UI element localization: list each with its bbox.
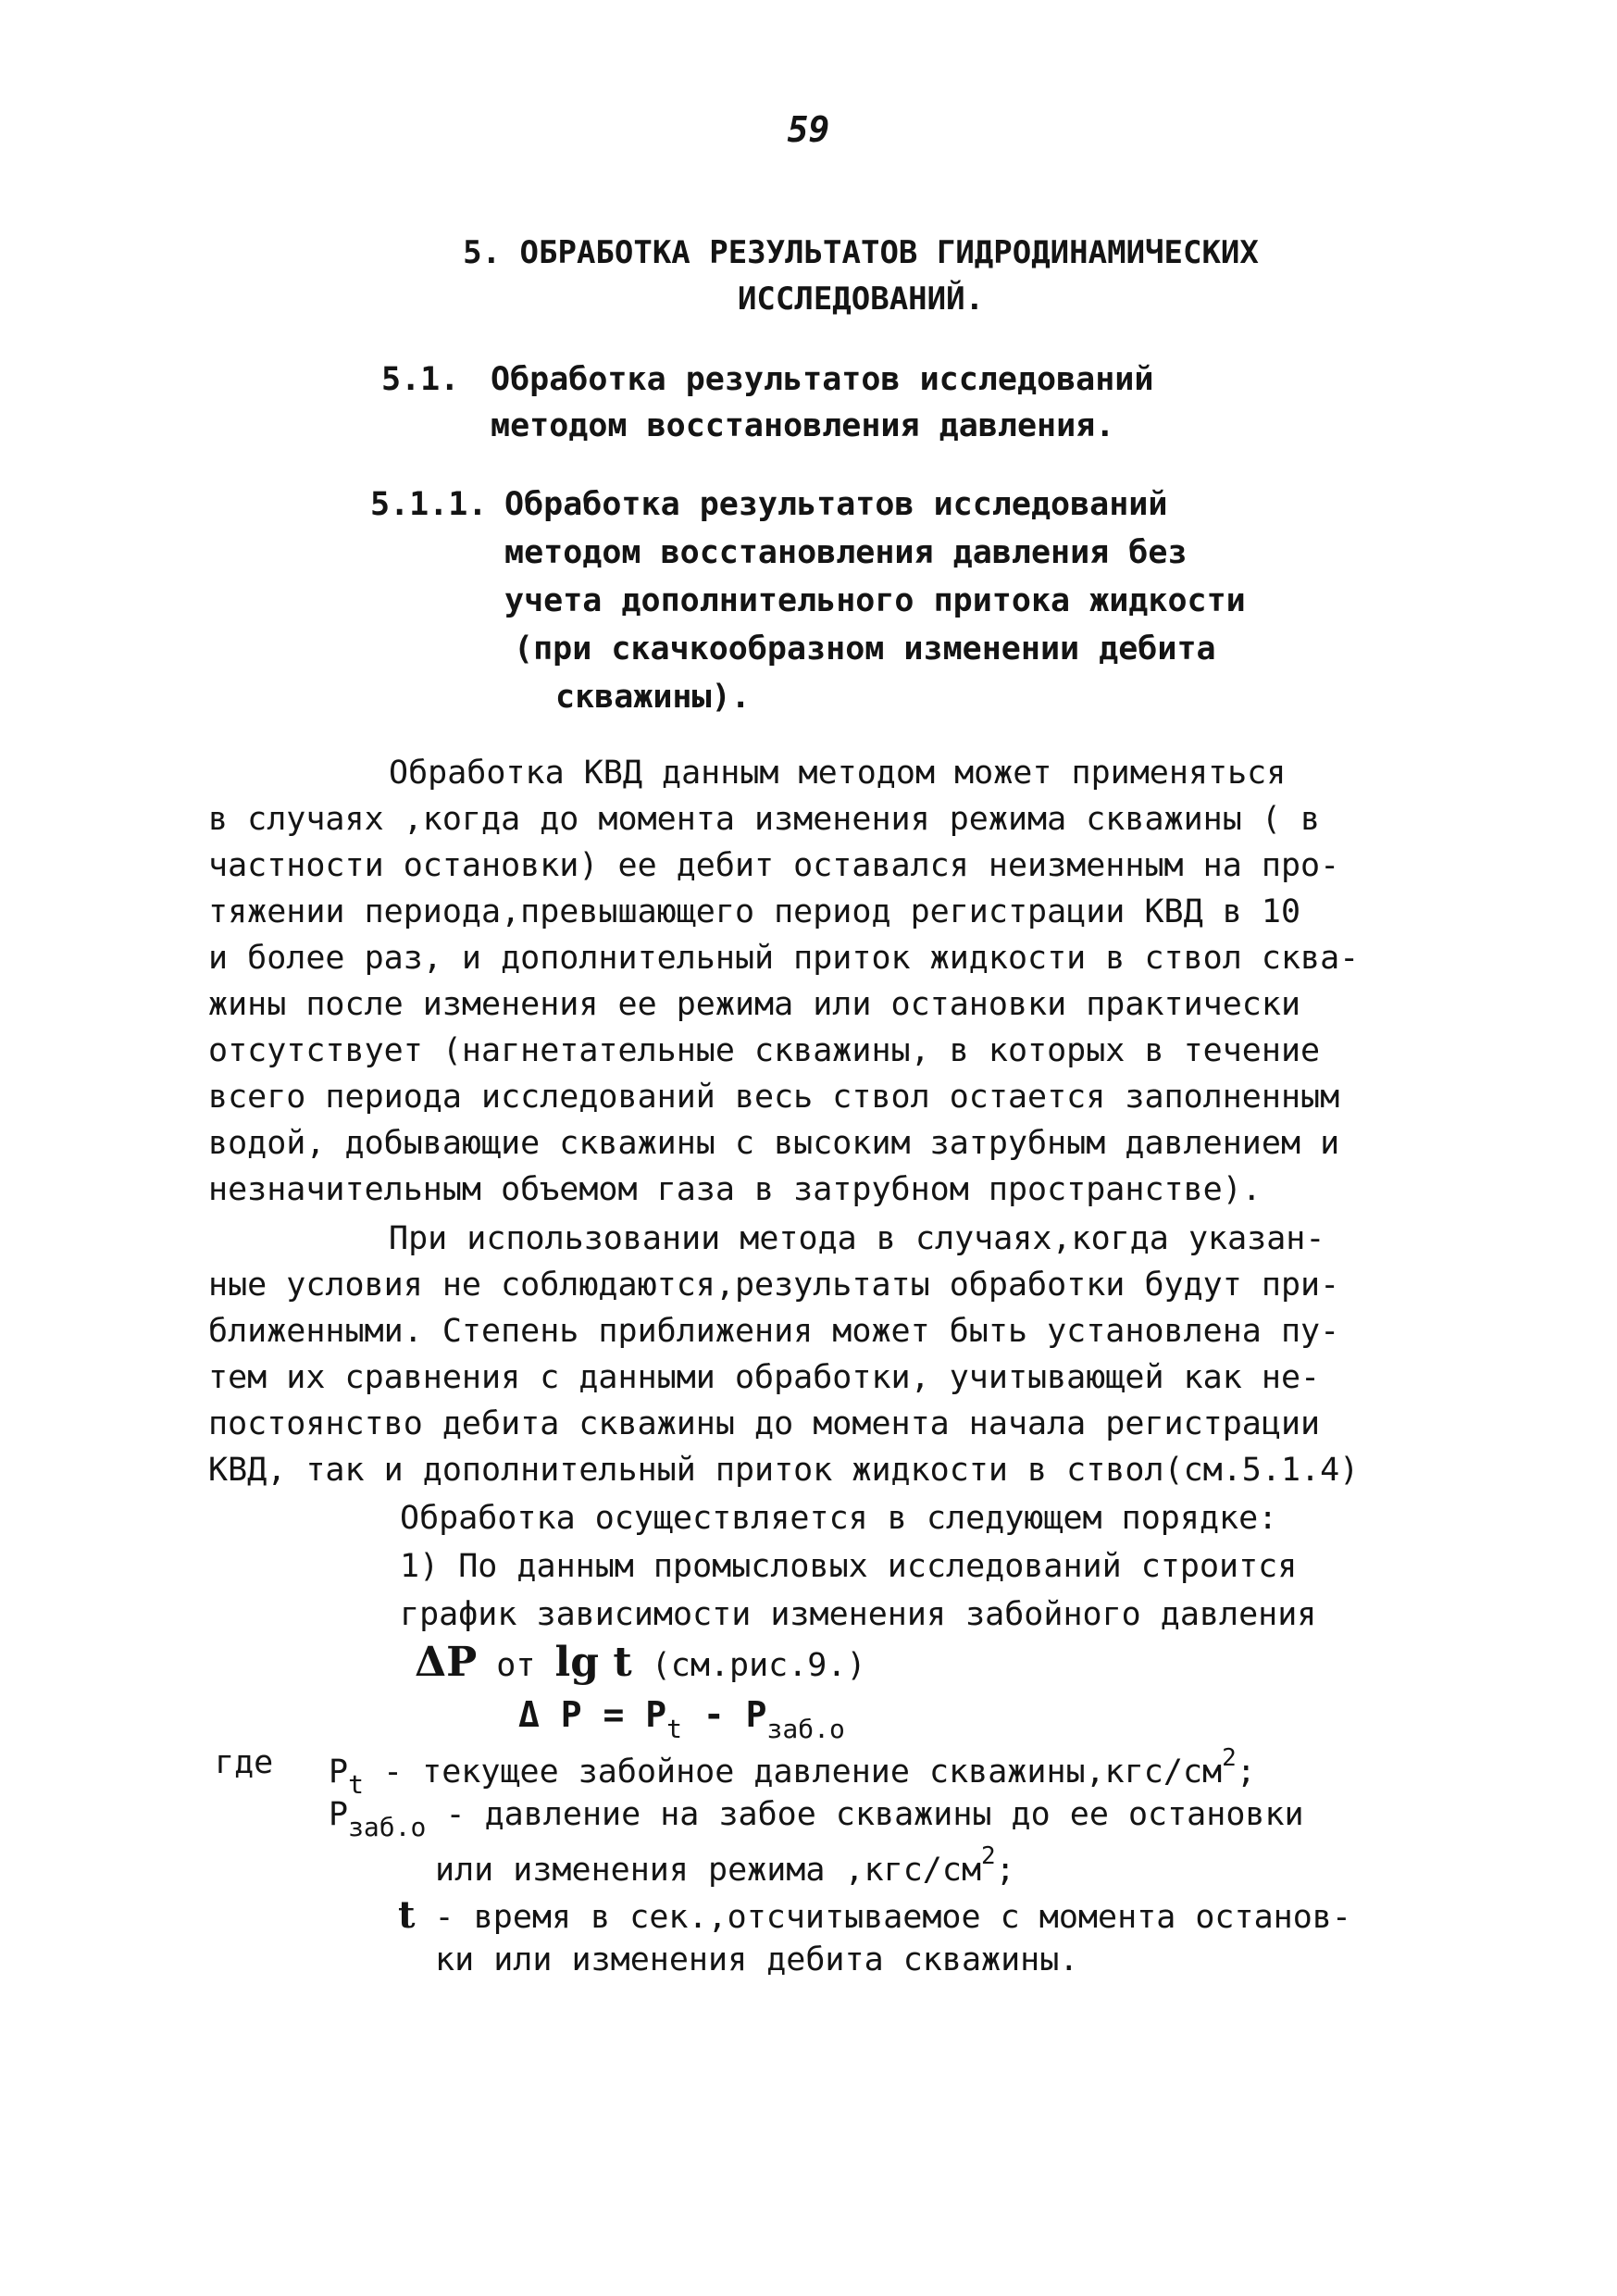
formula-lhs: Δ P = P <box>518 1694 667 1735</box>
section-number: 5.1. <box>381 361 460 398</box>
pzab-unit-sup: 2 <box>981 1842 996 1870</box>
chapter-heading-line2: ИССЛЕДОВАНИЙ. <box>737 281 985 318</box>
lg-t-symbol: lg t <box>554 1639 632 1686</box>
section-title-line2: методом восстановления давления. <box>491 407 1115 444</box>
section-title-line2: методом восстановления давления без <box>504 534 1188 571</box>
section-title-line1: Обработка результатов исследований <box>504 486 1168 523</box>
text-line: тяжении периода,превышающего период регистрации КВД в 10 <box>208 893 1301 930</box>
text-line: всего периода исследований весь ствол остается заполненным <box>208 1079 1340 1116</box>
text-line: ближенными. Степень приближения может быть установлена пу- <box>208 1313 1340 1350</box>
paragraph-1 <box>208 750 1359 1213</box>
pzab-symbol: P <box>329 1796 349 1833</box>
pt-sub: t <box>348 1769 364 1800</box>
page-number: 59 <box>787 109 830 150</box>
text-line: частности остановки) ее дебит оставался неизменным на про- <box>208 847 1340 884</box>
t-symbol: t <box>398 1893 416 1937</box>
pt-end: ; <box>1236 1753 1256 1791</box>
text-line: ные условия не соблюдаются,результаты обработки будут при- <box>208 1267 1340 1304</box>
delta-p-symbol: ΔP <box>415 1639 478 1686</box>
section-number: 5.1.1. <box>370 486 488 523</box>
pt-description: - текущее забойное давление скважины,кгс/см <box>363 1753 1223 1791</box>
section-title-line1: Обработка результатов исследований <box>491 361 1154 398</box>
text-line: в случаях ,когда до момента изменения режима скважины ( в <box>208 801 1321 838</box>
text-line: жины после изменения ее режима или остановки практически <box>208 986 1301 1023</box>
figure-reference: (см.рис.9.) <box>631 1647 866 1684</box>
text-line: КВД, так и дополнительный приток жидкости в ствол(см.5.1.4) <box>208 1452 1360 1489</box>
where-label: где <box>215 1744 274 1781</box>
text-line: При использовании метода в случаях,когда указан- <box>389 1220 1325 1257</box>
pzab-description: - давление на забое скважины до ее остановки <box>426 1796 1304 1833</box>
text-line: Обработка КВД данным методом может применяться <box>389 755 1287 792</box>
formula-sub-zab: заб.о <box>766 1714 845 1744</box>
formula-minus: - P <box>682 1694 767 1735</box>
definition-pzab <box>329 1796 1304 1842</box>
text-line: и более раз, и дополнительный приток жидкости в ствол сква- <box>208 940 1360 977</box>
procedure-step1-line3 <box>415 1639 866 1686</box>
definition-pt <box>329 1744 1256 1800</box>
t-description: - время в сек.,отсчитываемое с момента останов- <box>415 1899 1351 1936</box>
formula-sub-t: t <box>666 1714 683 1744</box>
pzab-sub: заб.о <box>348 1812 427 1842</box>
chapter-heading-line1: 5. ОБРАБОТКА РЕЗУЛЬТАТОВ ГИДРОДИНАМИЧЕСКИХ <box>463 234 1259 271</box>
procedure-step1-line2: график зависимости изменения забойного давления <box>400 1596 1317 1633</box>
pt-symbol: P <box>329 1753 349 1791</box>
paragraph-2 <box>208 1216 1359 1493</box>
text-line: водой, добывающие скважины с высоким затрубным давлением и <box>208 1125 1340 1162</box>
section-title-line3: учета дополнительного притока жидкости <box>504 582 1246 619</box>
pzab-end: ; <box>995 1852 1015 1889</box>
pt-unit-sup: 2 <box>1222 1744 1237 1772</box>
text-line: отсутствует (нагнетательные скважины, в которых в течение <box>208 1032 1321 1069</box>
formula-delta-p <box>518 1694 845 1744</box>
text-line: постоянство дебита скважины до момента начала регистрации <box>208 1405 1321 1442</box>
definition-t-line2: ки или изменения дебита скважины. <box>435 1941 1079 1978</box>
definition-pzab-line2 <box>435 1842 1015 1889</box>
text-line: незначительным объемом газа в затрубном пространстве). <box>208 1171 1262 1208</box>
text-line: тем их сравнения с данными обработки, учитывающей как не- <box>208 1359 1321 1396</box>
definition-t <box>398 1893 1351 1937</box>
section-title-line5: скважины). <box>555 679 751 716</box>
procedure-step1-line1: 1) По данным промысловых исследований строится <box>400 1548 1298 1585</box>
pzab-line2: или изменения режима ,кгс/см <box>435 1852 982 1889</box>
procedure-intro: Обработка осуществляется в следующем порядке: <box>400 1500 1278 1537</box>
text-ot: от <box>477 1647 555 1684</box>
section-title-line4: (при скачкообразном изменении дебита <box>514 630 1216 668</box>
